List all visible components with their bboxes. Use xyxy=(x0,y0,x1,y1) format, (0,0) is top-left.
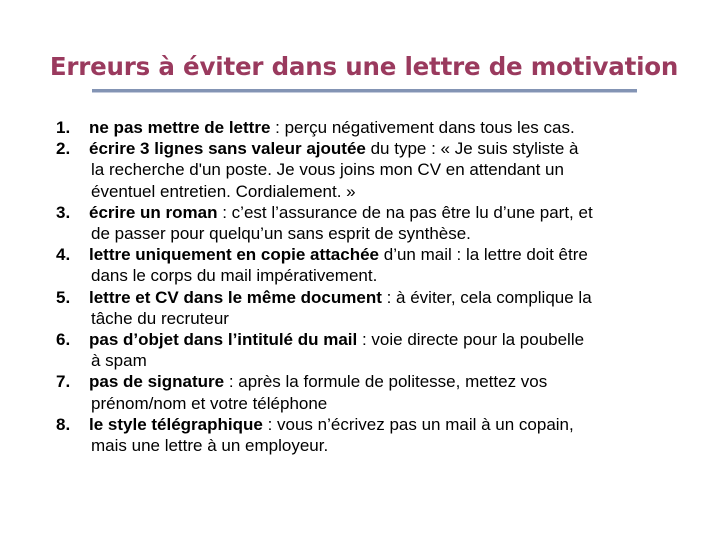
list-item xyxy=(0,329,728,371)
item-number: 4. xyxy=(56,245,71,265)
item-text: : après la formule de politesse, mettez vos xyxy=(224,372,548,392)
list-item xyxy=(0,202,728,244)
item-text: de passer pour quelqu’un sans esprit de synthèse. xyxy=(91,224,471,244)
item-key-phrase: pas d’objet dans l’intitulé du mail xyxy=(89,330,358,350)
item-number: 2. xyxy=(56,139,71,159)
item-key-phrase: pas de signature xyxy=(89,372,225,392)
item-key-phrase: lettre uniquement en copie attachée xyxy=(89,245,380,265)
item-text: : perçu négativement dans tous les cas. xyxy=(270,118,575,137)
item-text: à spam xyxy=(91,351,147,371)
item-text: : c’est l’assurance de na pas être lu d’une part, et xyxy=(217,202,593,222)
list-item xyxy=(0,371,728,413)
error-list xyxy=(0,117,728,456)
item-number: 1. xyxy=(56,118,71,137)
item-number: 7. xyxy=(56,372,71,392)
item-text: du type : « Je suis styliste à xyxy=(365,139,579,159)
item-text: d’un mail : la lettre doit être xyxy=(379,245,588,265)
list-item xyxy=(0,414,728,456)
slide-title: Erreurs à éviter dans une lettre de motivation xyxy=(49,52,679,81)
item-text: la recherche d'un poste. Je vous joins mon CV en attendant un xyxy=(91,160,564,180)
list-item xyxy=(0,287,728,329)
item-number: 5. xyxy=(56,287,71,307)
item-text: : vous n’écrivez pas un mail à un copain, xyxy=(262,414,574,434)
item-text: mais une lettre à un employeur. xyxy=(91,436,329,456)
item-key-phrase: lettre et CV dans le même document xyxy=(89,287,382,307)
item-number: 6. xyxy=(56,330,71,350)
item-text: : voie directe pour la poubelle xyxy=(357,330,585,350)
list-item xyxy=(0,138,728,202)
item-text: dans le corps du mail impérativement. xyxy=(91,266,378,286)
list-item xyxy=(0,117,728,138)
item-key-phrase: écrire un roman xyxy=(89,202,218,222)
item-text: prénom/nom et votre téléphone xyxy=(91,393,328,413)
item-key-phrase: le style télégraphique xyxy=(89,414,263,434)
item-text: : à éviter, cela complique la xyxy=(381,287,592,307)
item-key-phrase: ne pas mettre de lettre xyxy=(89,118,271,137)
item-number: 3. xyxy=(56,202,71,222)
item-text: tâche du recruteur xyxy=(91,308,229,328)
item-text: éventuel entretien. Cordialement. » xyxy=(91,181,356,201)
item-number: 8. xyxy=(56,414,71,434)
title-underline xyxy=(92,89,637,93)
item-key-phrase: écrire 3 lignes sans valeur ajoutée xyxy=(89,139,366,159)
list-item xyxy=(0,244,728,286)
